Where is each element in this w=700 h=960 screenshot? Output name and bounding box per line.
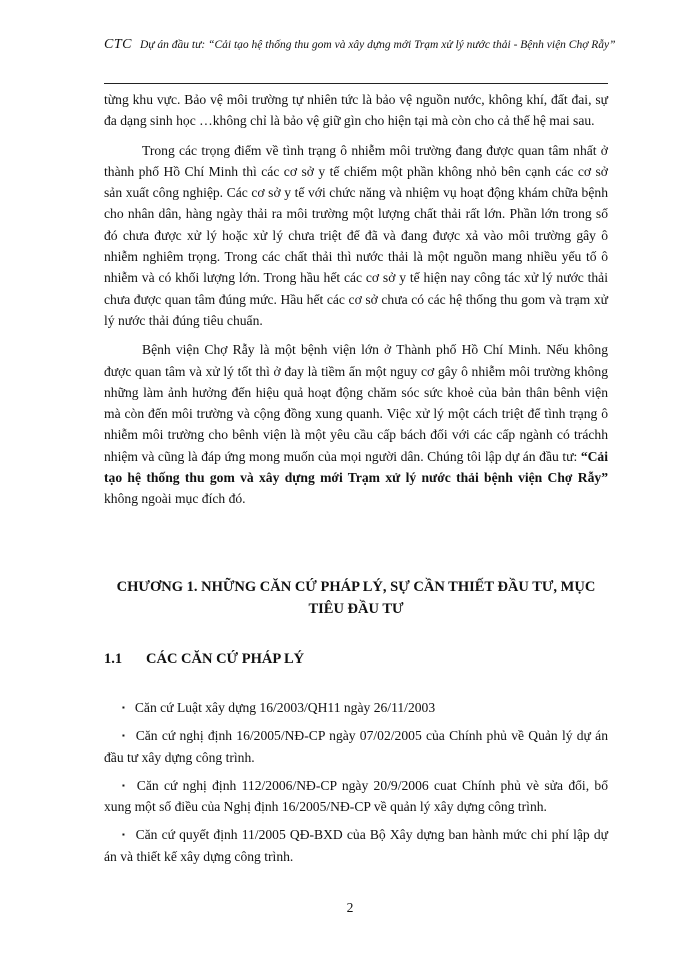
paragraph-2: Trong các trọng điểm về tình trạng ô nhiễm môi trường đang được quan tâm nhất ở thành phố Hồ Chí Minh thì các cơ sở y tế chiếm một phần không nhỏ bên cạnh các cơ sở sản xuất công nghiệp. Các cơ sở y tế với chức năng và nhiệm vụ hoạt động khám chữa bệnh cho nhân dân, hàng ngày thải ra môi trường một lượng chất thải rất lớn. Phần lớn trong số đó chưa được xử lý hoặc xử lý chưa triệt để đã và đang được xả vào môi trường gây ô nhiễm nghiêm trọng. Trong các chất thải thì nước thải là một nguồn mang nhiều yếu tố ô nhiễm và có khối lượng lớn. Trong hầu hết các cơ sở y tế hiện nay công tác xử lý nước thải chưa được quan tâm đúng mức. Hầu hết các cơ sở chưa có các hệ thống thu gom và trạm xử lý nước thải đúng tiêu chuẩn. bbox=[104, 142, 608, 328]
paragraph-1: từng khu vực. Bảo vệ môi trường tự nhiên tức là bảo vệ nguồn nước, không khí, đất đai, sự đa dạng sinh học …không chỉ là bảo vệ giữ gìn cho hiện tại mà còn cho cả thế hệ mai sau. bbox=[104, 92, 608, 129]
paragraph-3 bbox=[104, 339, 608, 509]
body-text bbox=[104, 89, 608, 510]
section-heading bbox=[104, 651, 608, 668]
project-title: Dự án đầu tư: “Cải tạo hệ thống thu gom và xây dựng mới Trạm xử lý nước thải - Bệnh viện Chợ Rẫy” bbox=[139, 39, 616, 51]
list-item bbox=[104, 697, 608, 718]
list-item-text: Căn cứ nghị định 112/2006/NĐ-CP ngày 20/9/2006 cuat Chính phủ vè sửa đổi, bổ xung một số điều của Nghị định 16/2005/NĐ-CP về quản lý xây dựng công trình. bbox=[104, 777, 608, 815]
chapter-title: CHƯƠNG 1. NHỮNG CĂN CỨ PHÁP LÝ, SỰ CẦN THIẾT ĐẦU TƯ, MỤC TIÊU ĐẦU TƯ bbox=[116, 579, 596, 617]
list-item bbox=[104, 824, 608, 867]
list-item-text: Căn cứ nghị định 16/2005/NĐ-CP ngày 07/02/2005 của Chính phủ về Quản lý dự án đầu tư xây dựng công trình. bbox=[104, 728, 609, 765]
bullet-icon: ▪ bbox=[122, 731, 126, 741]
section-title: CÁC CĂN CỨ PHÁP LÝ bbox=[146, 651, 305, 667]
page-number: 2 bbox=[346, 900, 354, 915]
project-name-bold: “Cải tạo hệ thống thu gom và xây dựng mới Trạm xử lý nước thải bệnh viện Chợ Rẫy” bbox=[104, 448, 608, 486]
list-item-text: Căn cứ quyết định 11/2005 QĐ-BXD của Bộ Xây dựng ban hành mức chi phí lập dự án và thiết kế xây dựng công trình. bbox=[104, 827, 608, 864]
paragraph-3-end: không ngoài mục đích đó. bbox=[104, 491, 246, 507]
bullet-icon: ▪ bbox=[122, 830, 126, 840]
legal-basis-list bbox=[104, 697, 608, 874]
page-header bbox=[104, 38, 624, 52]
bullet-icon: ▪ bbox=[122, 780, 127, 790]
list-item-text: Căn cứ Luật xây dựng 16/2003/QH11 ngày 26/11/2003 bbox=[134, 700, 436, 715]
company-name: CTC bbox=[104, 37, 132, 52]
list-item bbox=[104, 775, 608, 818]
list-item bbox=[104, 725, 608, 768]
section-number: 1.1 bbox=[104, 651, 123, 667]
bullet-icon: ▪ bbox=[122, 703, 125, 712]
paragraph-3-start: Bệnh viện Chợ Rẫy là một bệnh viện lớn ở Thành phố Hồ Chí Minh. Nếu không được quan tâm và xử lý tốt thì ở đay là tiềm ẩn một nguy cơ gây ô nhiễm môi trường không những làm ảnh hưởng đến hiệu quả hoạt động chăm sóc sức khoẻ của bản thân bênh viện mà còn đến môi trường và cộng đồng xung quanh. Việc xử lý một cách triệt để tình trạng ô nhiễm môi trường cho bênh viện là một yêu cầu cấp bách đối với các cấp ngành có tráchh nhiệm và cũng là đáp ứng mong muốn của mọi người dân. Chúng tôi lập dự án đầu tư: bbox=[104, 342, 608, 464]
header-divider bbox=[104, 83, 608, 84]
